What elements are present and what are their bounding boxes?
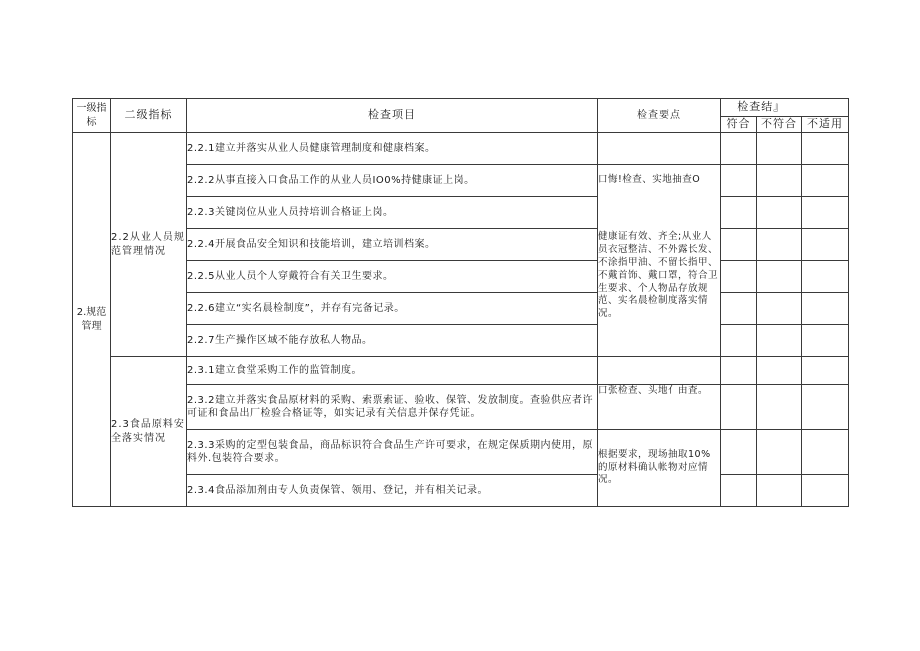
conform-cell[interactable] (721, 197, 757, 229)
na-cell[interactable] (802, 430, 849, 475)
check-item: 2.3.3采购的定型包装食品，商品标识符合食品生产许可要求，在规定保质期内使用，原料外.包装符合要求。 (187, 430, 598, 475)
check-item: 2.2.6建立“实名晨检制度”，并存有完备记录。 (187, 293, 598, 325)
conform-cell[interactable] (721, 385, 757, 430)
check-item: 2.2.5从业人员个人穿戴符合有关卫生要求。 (187, 261, 598, 293)
check-item: 2.2.7生产操作区域不能存放私人物品。 (187, 325, 598, 357)
conform-cell[interactable] (721, 357, 757, 385)
conform-cell[interactable] (721, 475, 757, 507)
level1-label: 2.规范管理 (73, 133, 111, 507)
check-item: 2.2.2从事直接入口食品工作的从业人员IO0%持健康证上岗。 (187, 165, 598, 197)
nonconform-cell[interactable] (757, 357, 802, 385)
nonconform-cell[interactable] (757, 133, 802, 165)
nonconform-cell[interactable] (757, 229, 802, 261)
check-item: 2.3.1建立食堂采购工作的监管制度。 (187, 357, 598, 385)
check-item: 2.3.4食品添加剂由专人负责保管、领用、登记，并有相关记录。 (187, 475, 598, 507)
nonconform-cell[interactable] (757, 261, 802, 293)
check-item: 2.2.4开展食品安全知识和技能培训，建立培训档案。 (187, 229, 598, 261)
conform-cell[interactable] (721, 293, 757, 325)
nonconform-cell[interactable] (757, 165, 802, 197)
header-nonconform: 不符合 (757, 117, 802, 133)
header-result-blank (802, 99, 849, 117)
check-item: 2.2.1建立并落实从业人员健康管理制度和健康档案。 (187, 133, 598, 165)
nonconform-cell[interactable] (757, 197, 802, 229)
check-points: 口张检查、头地亻由査。 (598, 385, 721, 430)
section-label: 2.3食品原料安全落实情况 (111, 357, 187, 507)
na-cell[interactable] (802, 261, 849, 293)
check-points: 根据要求，现场抽取10%的原材料确认帐物对应情况。 (598, 430, 721, 507)
header-conform: 符合 (721, 117, 757, 133)
na-cell[interactable] (802, 133, 849, 165)
na-cell[interactable] (802, 357, 849, 385)
na-cell[interactable] (802, 385, 849, 430)
points-blank (598, 133, 721, 165)
nonconform-cell[interactable] (757, 475, 802, 507)
check-points: 健康证有效、齐全;从业人员衣冠整洁、不外露长发、不涂指甲油、不留长指甲、不戴首饰、戴口罩，符合卫生要求、个人物品存放规范、实名晨检制度落实情况。 (598, 197, 721, 357)
section-label: 2.2从业人员规范管理情况 (111, 133, 187, 357)
header-result: 检查结』 (721, 99, 802, 117)
check-item: 2.2.3关键岗位从业人员持培训合格证上岗。 (187, 197, 598, 229)
points-blank (598, 357, 721, 385)
conform-cell[interactable] (721, 261, 757, 293)
header-na: 不适用 (802, 117, 849, 133)
nonconform-cell[interactable] (757, 430, 802, 475)
header-item: 检查项目 (187, 99, 598, 133)
conform-cell[interactable] (721, 430, 757, 475)
inspection-table (72, 98, 849, 507)
header-level1: 一级指标 (73, 99, 111, 133)
nonconform-cell[interactable] (757, 293, 802, 325)
conform-cell[interactable] (721, 133, 757, 165)
na-cell[interactable] (802, 293, 849, 325)
conform-cell[interactable] (721, 229, 757, 261)
check-item: 2.3.2建立并落实食品原材料的采购、索票索证、验收、保管、发放制度。查验供应者许可证和食品出厂检验合格证等，如实记录有关信息并保存凭证。 (187, 385, 598, 430)
na-cell[interactable] (802, 165, 849, 197)
nonconform-cell[interactable] (757, 385, 802, 430)
na-cell[interactable] (802, 197, 849, 229)
conform-cell[interactable] (721, 165, 757, 197)
na-cell[interactable] (802, 229, 849, 261)
conform-cell[interactable] (721, 325, 757, 357)
header-points: 检查要点 (598, 99, 721, 133)
na-cell[interactable] (802, 475, 849, 507)
check-points: 口悔!检查、实地抽查O (598, 165, 721, 197)
na-cell[interactable] (802, 325, 849, 357)
header-level2: 二级指标 (111, 99, 187, 133)
nonconform-cell[interactable] (757, 325, 802, 357)
